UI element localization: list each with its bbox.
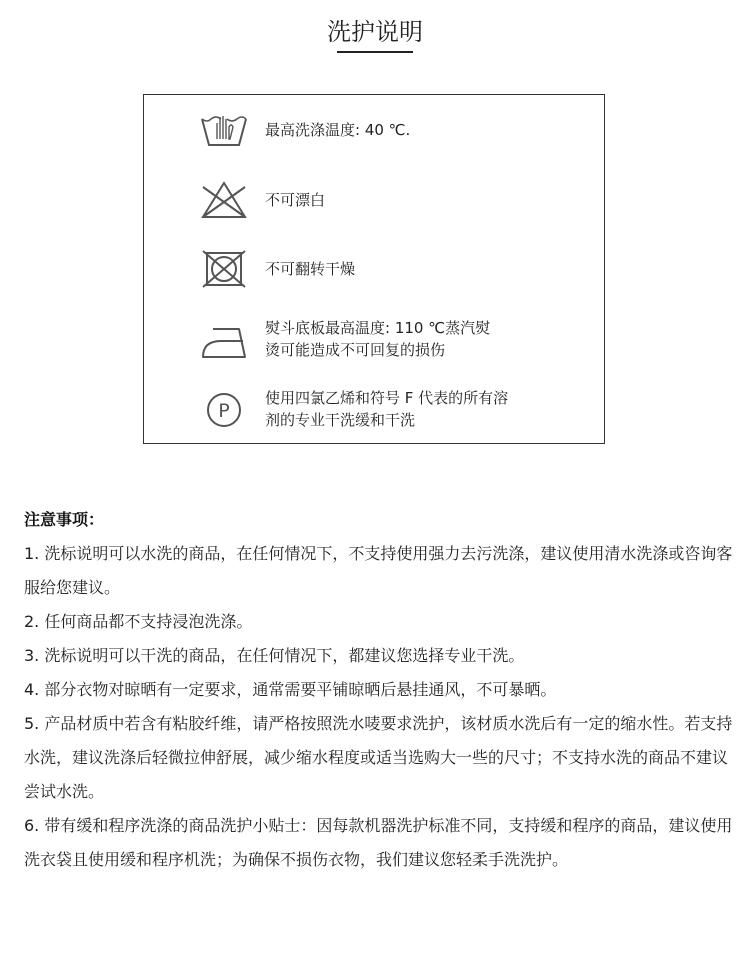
care-symbols-panel [143, 94, 605, 444]
title-underline [337, 51, 413, 53]
note-item: 4. 部分衣物对晾晒有一定要求，通常需要平铺晾晒后悬挂通风，不可暴晒。 [24, 680, 557, 699]
note-item: 2. 任何商品都不支持浸泡洗涤。 [24, 612, 253, 631]
svg-text:P: P [218, 400, 230, 422]
wash-40-icon [199, 109, 249, 151]
no-tumble-dry-icon [199, 248, 249, 290]
care-text-wash: 最高洗涤温度: 40 ℃. [265, 121, 411, 139]
iron-icon [199, 321, 249, 363]
note-item: 1. 洗标说明可以水洗的商品，在任何情况下，不支持使用强力去污洗涤，建议使用清水洗涤或咨询客服给您建议。 [24, 544, 733, 597]
note-item: 3. 洗标说明可以干洗的商品，在任何情况下，都建议您选择专业干洗。 [24, 646, 525, 665]
note-item: 6. 带有缓和程序洗涤的商品洗护小贴士：因每款机器洗护标准不同，支持缓和程序的商品，建议使用洗衣袋且使用缓和程序机洗；为确保不损伤衣物，我们建议您轻柔手洗洗护。 [24, 816, 733, 869]
note-item: 5. 产品材质中若含有粘胶纤维，请严格按照洗水唛要求洗护，该材质水洗后有一定的缩水性。若支持水洗，建议洗涤后轻微拉伸舒展，减少缩水程度或适当选购大一些的尺寸；不支持水洗的商品不建议尝试水洗。 [24, 714, 733, 801]
care-text-dryclean: 使用四氯乙烯和符号 F 代表的所有溶 剂的专业干洗缓和干洗 [265, 389, 509, 429]
page-title: 洗护说明 [327, 18, 423, 46]
notes-heading: 注意事项： [24, 510, 105, 529]
care-text-tumble: 不可翻转干燥 [265, 260, 356, 278]
dry-clean-p-icon [199, 389, 249, 431]
no-bleach-icon [199, 179, 249, 221]
care-text-iron: 熨斗底板最高温度: 110 ℃蒸汽熨 烫可能造成不可回复的损伤 [265, 319, 491, 359]
care-text-bleach: 不可漂白 [265, 191, 326, 209]
notes-section [24, 505, 736, 877]
